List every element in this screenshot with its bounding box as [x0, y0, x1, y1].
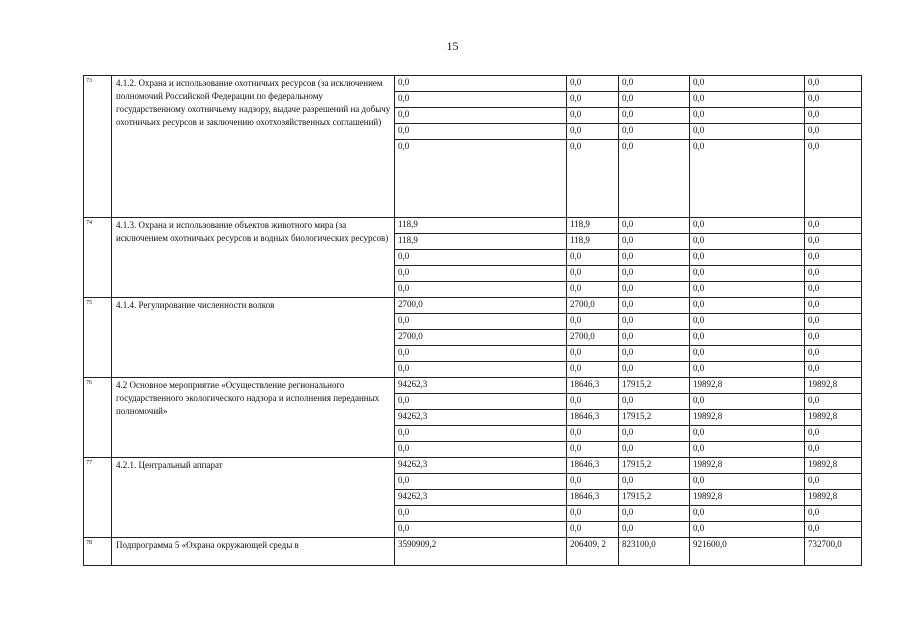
row-name: 4.1.4. Регулирование численности волков	[112, 298, 395, 378]
value-cell: 18646,3	[567, 410, 619, 426]
value-cell: 0,0	[619, 330, 690, 346]
value-cell: 0,0	[619, 474, 690, 490]
value-cell: 94262,3	[395, 458, 567, 474]
value-cell: 2700,0	[567, 330, 619, 346]
value-cell: 0,0	[567, 266, 619, 282]
value-cell: 921600,0	[690, 538, 805, 566]
value-cell: 19892,8	[805, 410, 862, 426]
value-cell: 0,0	[395, 124, 567, 140]
value-cell: 19892,8	[805, 458, 862, 474]
value-cell: 0,0	[690, 474, 805, 490]
value-cell: 0,0	[567, 346, 619, 362]
value-cell: 0,0	[395, 76, 567, 92]
value-cell: 0,0	[805, 266, 862, 282]
value-cell: 2700,0	[567, 298, 619, 314]
value-cell: 118,9	[567, 234, 619, 250]
value-cell: 0,0	[567, 76, 619, 92]
value-cell: 0,0	[619, 76, 690, 92]
value-cell: 17915,2	[619, 410, 690, 426]
value-cell: 0,0	[805, 92, 862, 108]
value-cell: 0,0	[690, 522, 805, 538]
value-cell: 0,0	[619, 426, 690, 442]
value-cell: 0,0	[805, 442, 862, 458]
row-number: 76	[84, 378, 112, 458]
value-cell: 0,0	[395, 346, 567, 362]
value-cell: 0,0	[690, 442, 805, 458]
value-cell: 0,0	[690, 314, 805, 330]
value-cell: 0,0	[805, 314, 862, 330]
value-cell: 0,0	[805, 394, 862, 410]
table-row	[84, 378, 862, 394]
value-cell: 0,0	[690, 124, 805, 140]
value-cell: 0,0	[395, 282, 567, 298]
value-cell: 0,0	[805, 234, 862, 250]
row-name: 4.1.2. Охрана и использование охотничьих ресурсов (за исключением полномочий Российской Федерации по федеральному государственному охотничьему надзору, выдаче разрешений на добычу охотничьих ресурсов и заключению охотхозяйственных соглашений)	[112, 76, 395, 218]
value-cell: 19892,8	[805, 490, 862, 506]
value-cell: 0,0	[619, 314, 690, 330]
value-cell: 0,0	[395, 426, 567, 442]
value-cell: 0,0	[619, 282, 690, 298]
value-cell: 0,0	[395, 522, 567, 538]
value-cell: 0,0	[395, 250, 567, 266]
value-cell: 0,0	[690, 346, 805, 362]
value-cell: 0,0	[567, 394, 619, 410]
row-name: 4.2 Основное мероприятие «Осуществление регионального государственного экологического надзора и исполнения переданных полномочий»	[112, 378, 395, 458]
value-cell: 0,0	[395, 394, 567, 410]
page-number: 15	[446, 39, 459, 53]
table-row	[84, 458, 862, 474]
value-cell: 0,0	[805, 362, 862, 378]
value-cell: 0,0	[690, 506, 805, 522]
value-cell: 0,0	[395, 362, 567, 378]
value-cell: 0,0	[395, 92, 567, 108]
row-name: Подпрограмма 5 «Охрана окружающей среды в	[112, 538, 395, 566]
value-cell: 94262,3	[395, 378, 567, 394]
row-number: 78	[84, 538, 112, 566]
value-cell: 0,0	[619, 362, 690, 378]
value-cell: 118,9	[395, 234, 567, 250]
value-cell: 732700,0	[805, 538, 862, 566]
value-cell: 18646,3	[567, 458, 619, 474]
value-cell: 0,0	[805, 250, 862, 266]
value-cell: 19892,8	[690, 458, 805, 474]
value-cell: 0,0	[805, 124, 862, 140]
table-row	[84, 298, 862, 314]
value-cell: 0,0	[395, 474, 567, 490]
value-cell: 0,0	[690, 92, 805, 108]
value-cell: 94262,3	[395, 410, 567, 426]
value-cell: 0,0	[395, 108, 567, 124]
value-cell: 206409, 2	[567, 538, 619, 566]
value-cell: 0,0	[690, 266, 805, 282]
value-cell: 0,0	[805, 108, 862, 124]
row-number: 73	[84, 76, 112, 218]
value-cell: 0,0	[690, 282, 805, 298]
value-cell: 0,0	[395, 140, 567, 218]
value-cell: 0,0	[690, 426, 805, 442]
value-cell: 2700,0	[395, 330, 567, 346]
value-cell: 0,0	[805, 218, 862, 234]
value-cell: 19892,8	[690, 490, 805, 506]
value-cell: 0,0	[690, 298, 805, 314]
value-cell: 0,0	[567, 282, 619, 298]
value-cell: 0,0	[619, 140, 690, 218]
value-cell: 0,0	[805, 506, 862, 522]
value-cell: 0,0	[395, 314, 567, 330]
value-cell: 94262,3	[395, 490, 567, 506]
value-cell: 0,0	[567, 92, 619, 108]
value-cell: 0,0	[805, 346, 862, 362]
value-cell: 118,9	[567, 218, 619, 234]
value-cell: 18646,3	[567, 378, 619, 394]
value-cell: 0,0	[619, 92, 690, 108]
value-cell: 0,0	[395, 266, 567, 282]
value-cell: 17915,2	[619, 378, 690, 394]
value-cell: 19892,8	[690, 378, 805, 394]
value-cell: 19892,8	[690, 410, 805, 426]
value-cell: 0,0	[619, 266, 690, 282]
table-row	[84, 538, 862, 566]
value-cell: 0,0	[805, 522, 862, 538]
value-cell: 0,0	[690, 108, 805, 124]
value-cell: 0,0	[690, 218, 805, 234]
value-cell: 0,0	[619, 250, 690, 266]
value-cell: 0,0	[805, 282, 862, 298]
value-cell: 0,0	[690, 330, 805, 346]
value-cell: 0,0	[395, 442, 567, 458]
row-number: 75	[84, 298, 112, 378]
value-cell: 0,0	[690, 394, 805, 410]
value-cell: 823100,0	[619, 538, 690, 566]
value-cell: 0,0	[567, 314, 619, 330]
value-cell: 118,9	[395, 218, 567, 234]
value-cell: 0,0	[619, 108, 690, 124]
value-cell: 0,0	[619, 506, 690, 522]
value-cell: 0,0	[805, 140, 862, 218]
value-cell: 0,0	[567, 474, 619, 490]
value-cell: 0,0	[567, 124, 619, 140]
value-cell: 0,0	[619, 442, 690, 458]
row-name: 4.2.1. Центральный аппарат	[112, 458, 395, 538]
value-cell: 17915,2	[619, 490, 690, 506]
value-cell: 0,0	[805, 298, 862, 314]
value-cell: 0,0	[805, 474, 862, 490]
table-row	[84, 218, 862, 234]
value-cell: 0,0	[690, 362, 805, 378]
value-cell: 0,0	[619, 218, 690, 234]
value-cell: 0,0	[567, 426, 619, 442]
row-number: 74	[84, 218, 112, 298]
table-row	[84, 76, 862, 92]
value-cell: 0,0	[805, 76, 862, 92]
value-cell: 0,0	[567, 442, 619, 458]
value-cell: 0,0	[567, 522, 619, 538]
value-cell: 3590909,2	[395, 538, 567, 566]
value-cell: 0,0	[805, 330, 862, 346]
row-number: 77	[84, 458, 112, 538]
budget-table	[83, 75, 862, 566]
value-cell: 0,0	[619, 346, 690, 362]
value-cell: 0,0	[567, 250, 619, 266]
value-cell: 2700,0	[395, 298, 567, 314]
value-cell: 0,0	[619, 394, 690, 410]
value-cell: 0,0	[567, 108, 619, 124]
value-cell: 0,0	[619, 124, 690, 140]
value-cell: 18646,3	[567, 490, 619, 506]
value-cell: 17915,2	[619, 458, 690, 474]
value-cell: 0,0	[690, 76, 805, 92]
value-cell: 19892,8	[805, 378, 862, 394]
value-cell: 0,0	[395, 506, 567, 522]
value-cell: 0,0	[619, 298, 690, 314]
value-cell: 0,0	[805, 426, 862, 442]
value-cell: 0,0	[690, 234, 805, 250]
value-cell: 0,0	[567, 140, 619, 218]
value-cell: 0,0	[690, 140, 805, 218]
value-cell: 0,0	[567, 506, 619, 522]
row-name: 4.1.3. Охрана и использование объектов животного мира (за исключением охотничьих ресурсов и водных биологических ресурсов)	[112, 218, 395, 298]
value-cell: 0,0	[619, 234, 690, 250]
value-cell: 0,0	[690, 250, 805, 266]
value-cell: 0,0	[567, 362, 619, 378]
value-cell: 0,0	[619, 522, 690, 538]
